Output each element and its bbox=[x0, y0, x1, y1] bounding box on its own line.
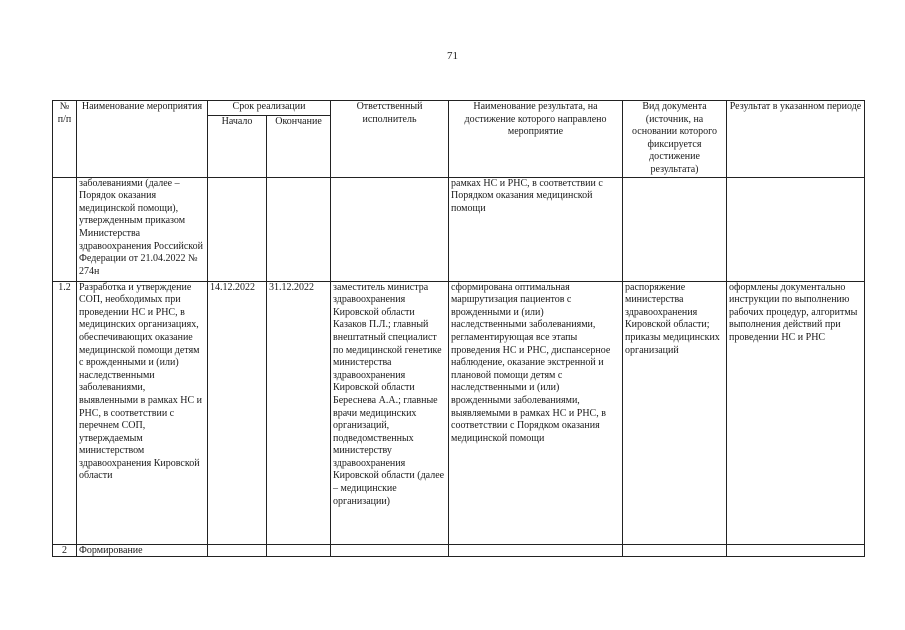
row-end: 31.12.2022 bbox=[267, 281, 331, 544]
page-number: 71 bbox=[447, 50, 458, 62]
row-result-name: сформирована оптимальная маршрутизация пациентов с врожденными и (или) наследственными заболеваниями, регламентирующая все этапы проведения НС и РНС, диспансерное наблюдение, оказание экстренной и плановой помощи детям с наследственными и (или) врожденными заболеваниями, выявляемыми в рамках НС и РНС, в соответствии с Порядком оказания медицинской помощи bbox=[449, 281, 623, 544]
row-document-type: распоряжение министерства здравоохранения Кировской области; приказы медицинских организаций bbox=[623, 281, 727, 544]
table-row bbox=[53, 281, 865, 544]
row-result-name bbox=[449, 544, 623, 556]
row-result-name: рамках НС и РНС, в соответствии с Порядком оказания медицинской помощи bbox=[449, 177, 623, 281]
header-responsible: Ответственный исполнитель bbox=[331, 101, 449, 178]
row-document-type bbox=[623, 177, 727, 281]
row-num bbox=[53, 177, 77, 281]
row-responsible bbox=[331, 177, 449, 281]
header-result-name: Наименование результата, на достижение которого направлено мероприятие bbox=[449, 101, 623, 178]
row-document-type bbox=[623, 544, 727, 556]
row-num: 2 bbox=[53, 544, 77, 556]
row-result-period bbox=[727, 177, 865, 281]
row-num: 1.2 bbox=[53, 281, 77, 544]
row-responsible: заместитель министра здравоохранения Кировской области Казаков П.Л.; главный внештатный специалист по медицинской генетике министерства здравоохранения Кировской области Береснева А.А.; главные врачи медицинских организаций, подведомственных министерству здравоохранения Кировской области (далее – медицинские организации) bbox=[331, 281, 449, 544]
table-row bbox=[53, 177, 865, 281]
row-end bbox=[267, 544, 331, 556]
row-result-period: оформлены документально инструкции по выполнению рабочих процедур, алгоритмы выполнения действий при проведении НС и РНС bbox=[727, 281, 865, 544]
activity-plan-table bbox=[52, 100, 865, 557]
header-start: Начало bbox=[208, 115, 267, 177]
header-period: Срок реализации bbox=[208, 101, 331, 116]
row-responsible bbox=[331, 544, 449, 556]
row-start bbox=[208, 544, 267, 556]
table-row bbox=[53, 544, 865, 556]
header-end: Окончание bbox=[267, 115, 331, 177]
row-activity-name: Разработка и утверждение СОП, необходимых при проведении НС и РНС, в медицинских организациях, обеспечивающих оказание медицинской помощи детям с врожденными и (или) наследственными заболеваниями, выявленными в рамках НС и РНС, в соответствии с перечнем СОП, утверждаемым министерством здравоохранения Кировской области bbox=[77, 281, 208, 544]
header-result-period: Результат в указанном периоде bbox=[727, 101, 865, 178]
row-result-period bbox=[727, 544, 865, 556]
row-end bbox=[267, 177, 331, 281]
header-document-type: Вид документа (источник, на основании которого фиксируется достижение результата) bbox=[623, 101, 727, 178]
row-activity-name: Формирование bbox=[77, 544, 208, 556]
header-num: № п/п bbox=[53, 101, 77, 178]
row-start bbox=[208, 177, 267, 281]
row-activity-name: заболеваниями (далее – Порядок оказания медицинской помощи), утвержденным приказом Министерства здравоохранения Российской Федерации от 21.04.2022 № 274н bbox=[77, 177, 208, 281]
row-start: 14.12.2022 bbox=[208, 281, 267, 544]
header-activity-name: Наименование мероприятия bbox=[77, 101, 208, 178]
